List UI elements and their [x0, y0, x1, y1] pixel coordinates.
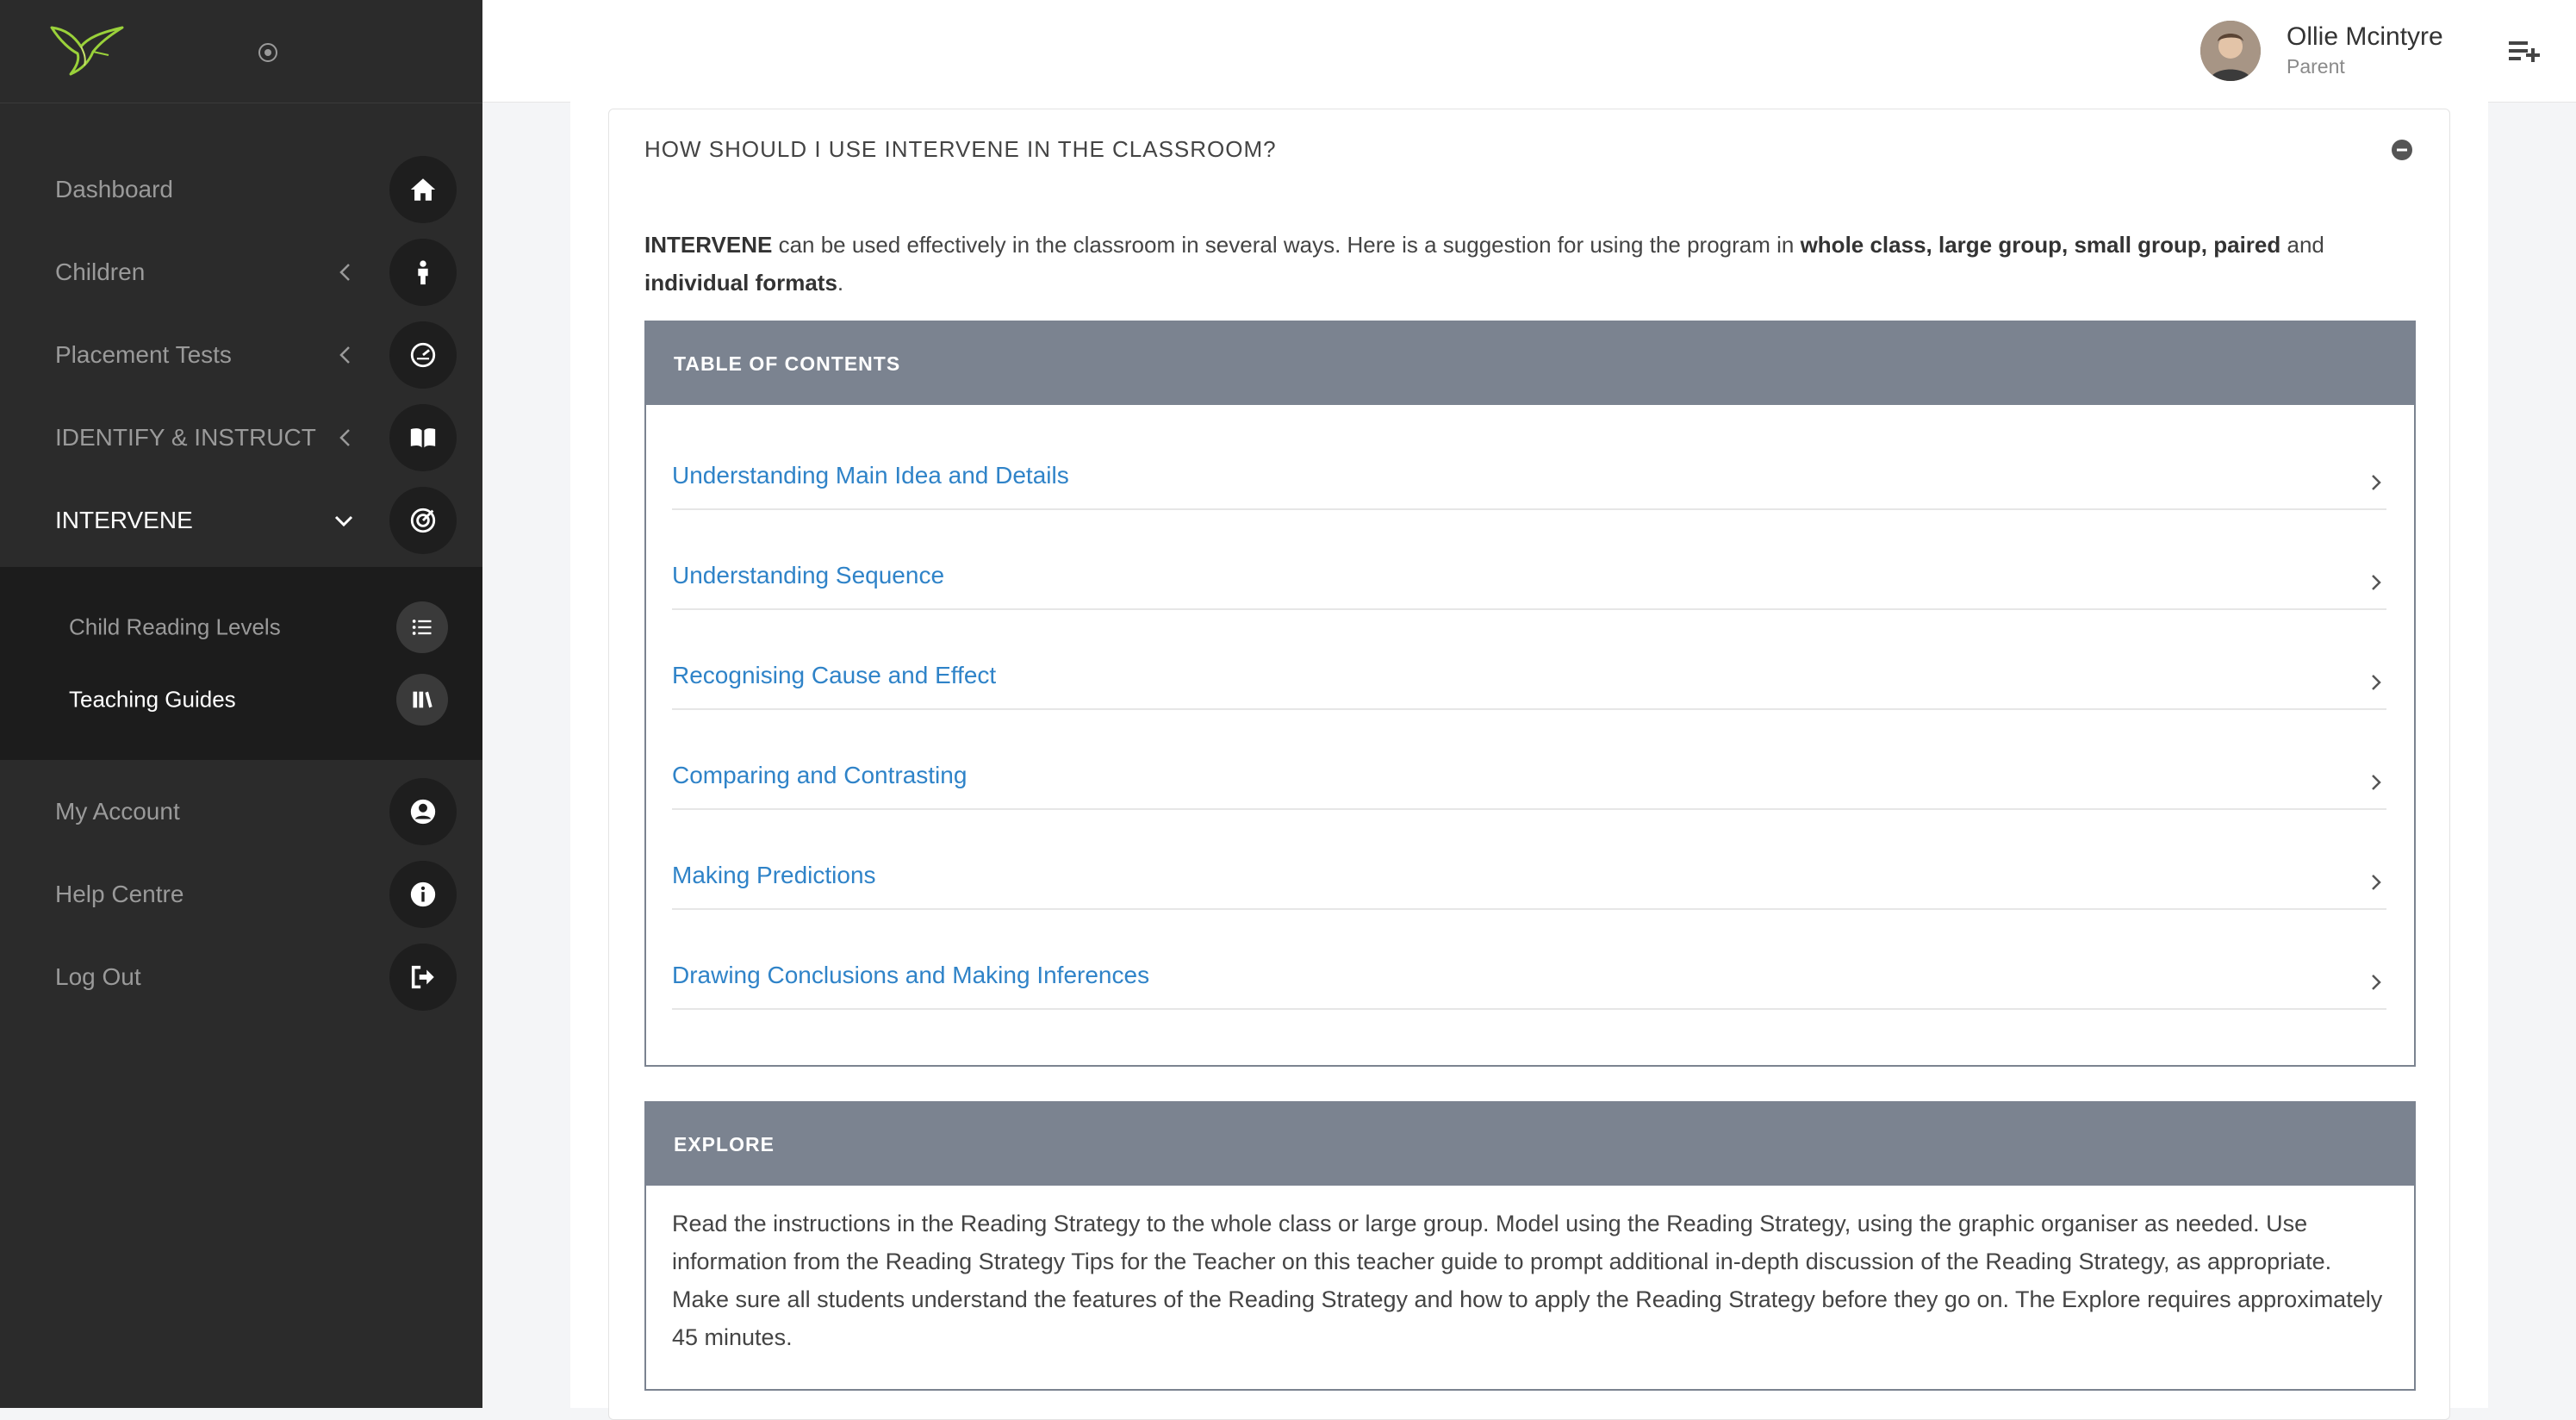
user-role: Parent [2287, 55, 2345, 78]
submenu-item-child-reading-levels[interactable] [0, 591, 482, 663]
intro-text: . [837, 270, 844, 296]
sidebar-item-my-account[interactable] [0, 770, 482, 853]
sidebar-item-label: Log Out [55, 963, 141, 990]
sidebar-item-label: INTERVENE [55, 507, 193, 533]
toc-link[interactable]: Comparing and Contrasting [672, 762, 968, 788]
intervene-submenu [0, 567, 482, 760]
book-icon [389, 404, 457, 471]
sidebar-item-dashboard[interactable] [0, 148, 482, 231]
accordion-title[interactable]: HOW SHOULD I USE INTERVENE IN THE CLASSROOM? [644, 136, 1277, 162]
intro-paragraph [644, 226, 2411, 302]
hummingbird-logo-icon[interactable] [48, 21, 126, 78]
chevron-right-icon [2366, 972, 2386, 993]
sidebar-item-identify-instruct[interactable] [0, 396, 482, 479]
intro-bold-intervene: INTERVENE [644, 232, 773, 258]
toc-item[interactable] [672, 750, 2386, 810]
collapse-icon[interactable] [2390, 138, 2414, 162]
toc-link[interactable]: Drawing Conclusions and Making Inferences [672, 962, 1150, 988]
toc-link[interactable]: Making Predictions [672, 862, 876, 888]
toc-item[interactable] [672, 950, 2386, 1010]
sidebar-item-help-centre[interactable] [0, 853, 482, 936]
intro-bold-individual: individual formats [644, 270, 837, 296]
sidebar-item-label: Children [55, 258, 146, 285]
target-icon [389, 487, 457, 554]
sidebar-item-children[interactable] [0, 231, 482, 314]
intro-bold-formats: whole class, large group, small group, paired [1800, 232, 2281, 258]
toc-heading: TABLE OF CONTENTS [646, 322, 2414, 405]
user-name[interactable]: Ollie Mcintyre [2287, 22, 2443, 51]
user-circle-icon [389, 778, 457, 845]
chevron-right-icon [2366, 472, 2386, 493]
logout-icon [389, 944, 457, 1011]
intro-text: and [2280, 232, 2324, 258]
submenu-item-label: Teaching Guides [69, 686, 236, 713]
chevron-right-icon [2366, 672, 2386, 693]
chevron-right-icon [2366, 772, 2386, 793]
chevron-left-icon [333, 342, 358, 368]
sidebar-item-label: Dashboard [55, 176, 173, 202]
sidebar [0, 0, 482, 1408]
chevron-left-icon [333, 425, 358, 451]
chevron-right-icon [2366, 872, 2386, 893]
info-icon [389, 861, 457, 928]
books-icon [396, 674, 448, 726]
sidebar-item-label: IDENTIFY & INSTRUCT [55, 424, 316, 451]
list-icon [396, 601, 448, 653]
toc-item[interactable] [672, 450, 2386, 510]
sidebar-item-label: Help Centre [55, 881, 184, 907]
toc-item[interactable] [672, 550, 2386, 610]
submenu-item-teaching-guides[interactable] [0, 663, 482, 736]
submenu-item-label: Child Reading Levels [69, 613, 281, 640]
sidebar-item-placement-tests[interactable] [0, 314, 482, 396]
explore-heading: EXPLORE [646, 1103, 2414, 1186]
sidebar-brand [0, 0, 482, 103]
gauge-icon [389, 321, 457, 389]
sidebar-toggle-icon[interactable] [257, 41, 279, 64]
sidebar-item-log-out[interactable] [0, 936, 482, 1018]
sidebar-item-label: My Account [55, 798, 180, 825]
intro-text: can be used effectively in the classroom in several ways. Here is a suggestion for using the program in [772, 232, 1801, 258]
child-icon [389, 239, 457, 306]
chevron-right-icon [2366, 572, 2386, 593]
sidebar-item-label: Placement Tests [55, 341, 232, 368]
top-header [482, 0, 2576, 103]
chevron-down-icon [331, 508, 357, 533]
toc-link[interactable]: Understanding Main Idea and Details [672, 462, 1069, 489]
explore-text: Read the instructions in the Reading Strategy to the whole class or large group. Model using the Reading Strategy, using the graphic organiser as needed. Use information from the Reading Strategy Tips for the Teacher on this teacher guide to prompt additional in-depth discussion of the Reading Strategy, as appropriate. Make sure all students understand the features of the Reading Strategy and how to apply the Reading Strategy before they go on. The Explore requires approximately 45 minutes. [672, 1211, 2383, 1350]
toc-item[interactable] [672, 850, 2386, 910]
toc-item[interactable] [672, 650, 2386, 710]
avatar[interactable] [2200, 21, 2261, 81]
toc-panel [644, 321, 2416, 1067]
home-icon [389, 156, 457, 223]
chevron-left-icon [333, 259, 358, 285]
toc-link[interactable]: Understanding Sequence [672, 562, 945, 589]
explore-panel [644, 1101, 2416, 1391]
sidebar-item-intervene[interactable] [0, 479, 482, 562]
toc-link[interactable]: Recognising Cause and Effect [672, 662, 997, 688]
playlist-add-icon[interactable] [2507, 36, 2542, 65]
